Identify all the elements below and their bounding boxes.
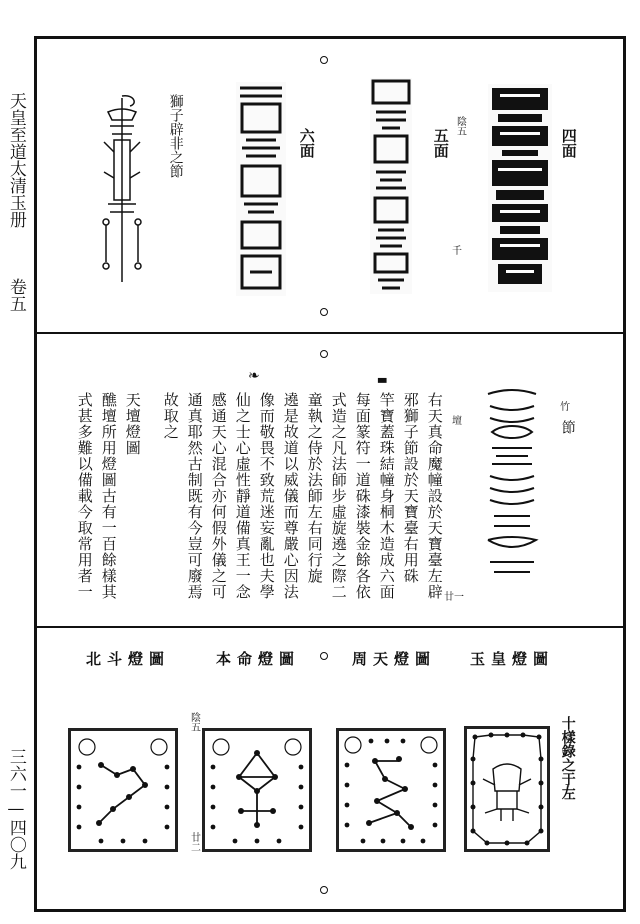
binding-hole [320, 56, 328, 64]
talisman-face-5 [370, 78, 412, 294]
lamp-diagram-beidou [68, 728, 178, 852]
lamp-note-top: 陰五 [188, 712, 200, 732]
lamp-diagram-zhoutian [336, 728, 446, 852]
lamp-title-1: 玉皇燈圖 [470, 650, 555, 668]
text-column: 仙之士心虛性靜道備真王一念 [233, 392, 252, 600]
binding-hole [320, 886, 328, 894]
text-column: 醮壇所用燈圖古有一百餘樣其 [99, 392, 118, 600]
talisman-face-6 [236, 82, 286, 296]
face-5-note: 陰五 [454, 116, 466, 136]
main-text-block [64, 388, 448, 618]
face-5-note-b: 千 [452, 246, 462, 257]
binding-hole [320, 308, 328, 316]
lamp-title-3: 本命燈圖 [216, 650, 301, 668]
volume-label: 卷五 [5, 278, 26, 312]
lamp-note-bottom: 廿二 [188, 832, 200, 852]
text-column-heading: 天壇燈圖 [123, 392, 142, 456]
text-column: 右天真命魔幢設於天寶臺左辟 [425, 392, 444, 600]
divider-top [34, 332, 626, 334]
text-column: 每面篆符一道硃漆裝金餘各依 [353, 392, 372, 600]
divider-bottom [34, 626, 626, 628]
text-column: 通真耶然古制既有今豈可廢焉 [185, 392, 204, 600]
lamp-diagram-benming [202, 728, 312, 852]
text-column: 遶是故道以威儀而尊嚴心因法 [281, 392, 300, 600]
middle-note-b: 廿一 [444, 592, 464, 603]
lamp-title-2: 周天燈圖 [352, 650, 437, 668]
text-column: 式甚多難以備載今取常用者一 [75, 392, 94, 600]
face-6-label: 六面 [297, 128, 316, 158]
face-4-label: 四面 [559, 128, 578, 158]
side-label: 十樣錄之于左 [559, 716, 576, 800]
text-column: 故取之 [161, 392, 180, 440]
text-column: 邪獅子節設於天寶臺右用硃 [401, 392, 420, 584]
binding-hole [320, 652, 328, 660]
binding-hole [320, 350, 328, 358]
jie-staff-drawing [480, 384, 544, 584]
lamp-diagram-yuhuang [464, 726, 550, 852]
jie-note: 竹 [560, 402, 570, 413]
text-column: 像而敬畏不致荒迷妄亂也夫學 [257, 392, 276, 600]
ornament: ▃ [378, 370, 387, 383]
face-5-label: 五面 [431, 128, 450, 158]
jie-label: 節 [559, 420, 576, 434]
ornament: ❧ [248, 368, 260, 384]
text-column: 式造之凡法師步虛旋遶之際二 [329, 392, 348, 600]
lamp-title-4: 北斗燈圖 [86, 650, 171, 668]
page-range: 三六一—四〇九 [5, 748, 26, 870]
text-column: 感通天心混合亦何假外儀之可 [209, 392, 228, 600]
lion-staff-drawing [94, 92, 150, 284]
lion-staff-label: 獅子辟非之節 [167, 94, 184, 178]
talisman-face-4 [488, 84, 552, 292]
middle-note-a: 壇 [452, 416, 462, 427]
book-title: 天皇至道太清玉册 [5, 92, 26, 228]
text-column: 童執之侍於法師左右同行旋 [305, 392, 324, 584]
text-column: 竿寶蓋珠結幢身桐木造成六面 [377, 392, 396, 600]
